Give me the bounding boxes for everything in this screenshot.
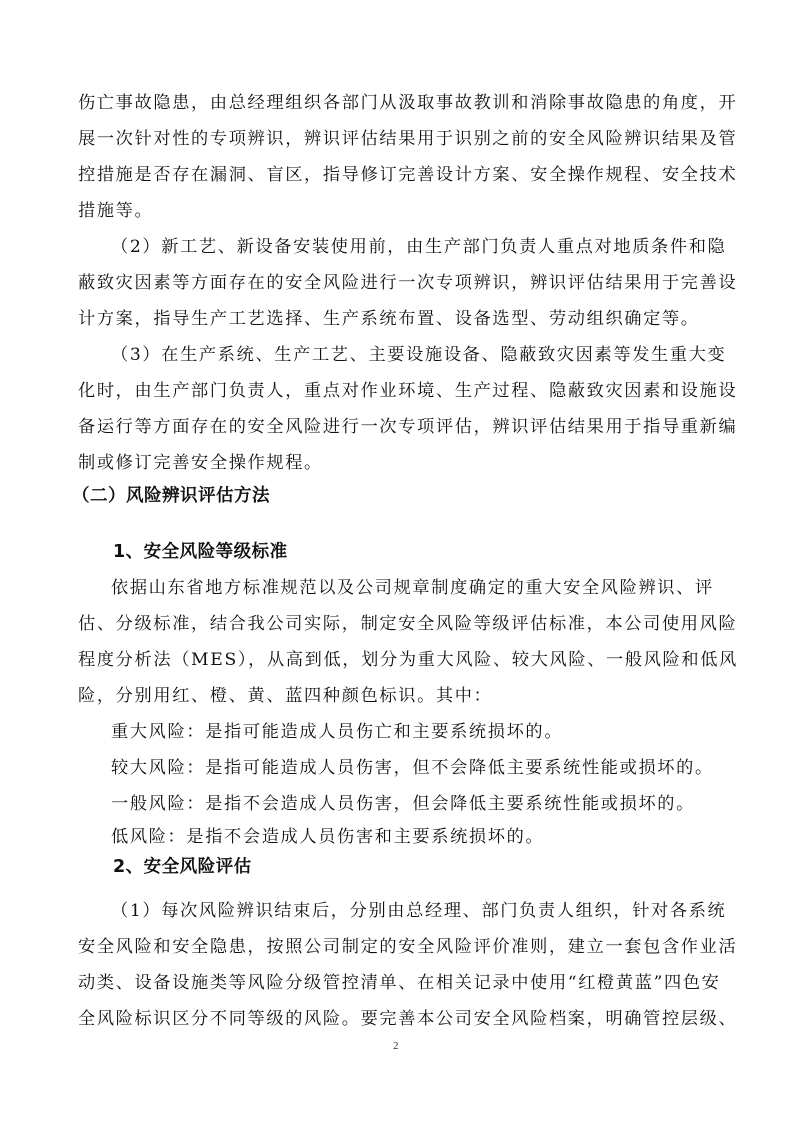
paragraph-line: 展一次针对性的专项辨识，辨识评估结果用于识别之前的安全风险辨识结果及管: [78, 129, 738, 149]
paragraph-line: （3）在生产系统、生产工艺、主要设施设备、隐蔽致灾因素等发生重大变: [111, 345, 727, 365]
paragraph-line: （1）每次风险辨识结束后，分别由总经理、部门负责人组织，针对各系统: [111, 901, 727, 921]
subsection-heading-1: 1、安全风险等级标准: [113, 542, 288, 562]
paragraph-line: 备运行等方面存在的安全风险进行一次专项评估，辨识评估结果用于指导重新编: [78, 417, 738, 437]
paragraph-line: 蔽致灾因素等方面存在的安全风险进行一次专项辨识，辨识评估结果用于完善设: [78, 273, 738, 293]
paragraph-line: 制或修订完善安全操作规程。: [78, 453, 323, 473]
risk-level-general: 一般风险：是指不会造成人员伤害，但会降低主要系统性能或损坏的。: [111, 794, 695, 814]
page-number: 2: [393, 1040, 399, 1052]
paragraph-line: 控措施是否存在漏洞、盲区，指导修订完善设计方案、安全操作规程、安全技术: [78, 165, 738, 185]
risk-level-low: 低风险：是指不会造成人员伤害和主要系统损坏的。: [111, 827, 545, 847]
paragraph-line: 措施等。: [78, 201, 154, 221]
paragraph-line: 程度分析法（MES），从高到低，划分为重大风险、较大风险、一般风险和低风: [78, 650, 738, 670]
paragraph-line: 估、分级标准，结合我公司实际，制定安全风险等级评估标准，本公司使用风险: [78, 614, 738, 634]
risk-level-major: 重大风险：是指可能造成人员伤亡和主要系统损坏的。: [111, 722, 564, 742]
paragraph-line: 化时，由生产部门负责人，重点对作业环境、生产过程、隐蔽致灾因素和设施设: [78, 381, 738, 401]
paragraph-line: 依据山东省地方标准规范以及公司规章制度确定的重大安全风险辨识、评: [111, 578, 714, 598]
paragraph-line: 伤亡事故隐患，由总经理组织各部门从汲取事故教训和消除事故隐患的角度，开: [78, 93, 738, 113]
paragraph-line: 动类、设备设施类等风险分级管控清单、在相关记录中使用“红橙黄蓝”四色安: [78, 973, 721, 993]
subsection-heading-2: 2、安全风险评估: [113, 857, 252, 877]
risk-level-significant: 较大风险：是指可能造成人员伤害，但不会降低主要系统性能或损坏的。: [111, 758, 714, 778]
paragraph-line: 计方案，指导生产工艺选择、生产系统布置、设备选型、劳动组织确定等。: [78, 309, 700, 329]
section-heading: （二）风险辨识评估方法: [72, 486, 270, 506]
paragraph-line: 险，分别用红、橙、黄、蓝四种颜色标识。其中：: [78, 686, 493, 706]
paragraph-line: 全风险标识区分不同等级的风险。要完善本公司安全风险档案，明确管控层级、: [78, 1009, 738, 1029]
paragraph-line: （2）新工艺、新设备安装使用前，由生产部门负责人重点对地质条件和隐: [111, 237, 727, 257]
paragraph-line: 安全风险和安全隐患，按照公司制定的安全风险评价准则，建立一套包含作业活: [78, 937, 738, 957]
